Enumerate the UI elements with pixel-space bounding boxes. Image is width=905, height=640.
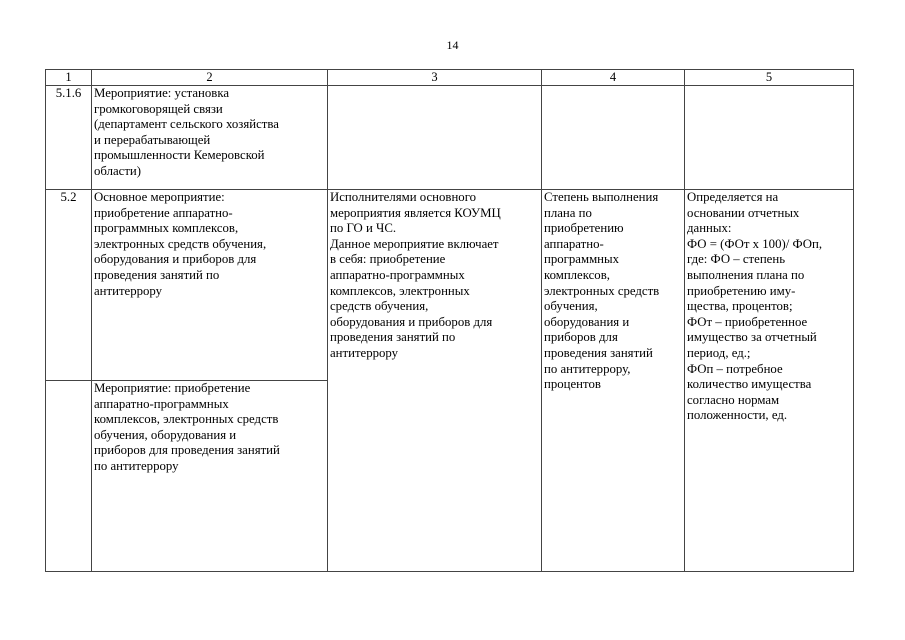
table-header-row — [46, 70, 854, 86]
column-header: 1 — [46, 70, 92, 86]
indicator-cell: Степень выполнения плана по приобретению аппаратно- программных комплексов, электронных средств обучения, оборудования и приборов для проведения занятий по антитеррору, процентов — [542, 190, 685, 572]
method-cell: Определяется на основании отчетных данных: ФО = (ФОт х 100)/ ФОп, где: ФО – степень выполнения плана по приобретению иму- щества, процентов; ФОт – приобретенное имущество за отчетный период, ед.; ФОп – потребное количество имущества согласно нормам положенности, ед. — [685, 190, 854, 572]
column-header: 2 — [92, 70, 328, 86]
row-number: 5.2 — [46, 190, 92, 381]
activity-cell: Мероприятие: установка громкоговорящей связи (департамент сельского хозяйства и перерабатывающей промышленности Кемеровской области) — [92, 86, 328, 190]
row-number — [46, 381, 92, 572]
activity-cell: Основное мероприятие: приобретение аппаратно- программных комплексов, электронных средств обучения, оборудования и приборов для проведения занятий по антитеррору — [92, 190, 328, 381]
table-row — [46, 190, 854, 381]
program-table — [45, 69, 854, 572]
activity-cell: Мероприятие: приобретение аппаратно-программных комплексов, электронных средств обучения, оборудования и приборов для проведения занятий по антитеррору — [92, 381, 328, 572]
column-header: 5 — [685, 70, 854, 86]
row-number: 5.1.6 — [46, 86, 92, 190]
empty-cell — [542, 86, 685, 190]
column-header: 4 — [542, 70, 685, 86]
empty-cell — [685, 86, 854, 190]
empty-cell — [328, 86, 542, 190]
page-number: 14 — [446, 38, 459, 52]
description-cell: Исполнителями основного мероприятия является КОУМЦ по ГО и ЧС. Данное мероприятие включает в себя: приобретение аппаратно-программных комплексов, электронных средств обучения, оборудования и приборов для проведения занятий по антитеррору — [328, 190, 542, 572]
column-header: 3 — [328, 70, 542, 86]
table-row — [46, 86, 854, 190]
